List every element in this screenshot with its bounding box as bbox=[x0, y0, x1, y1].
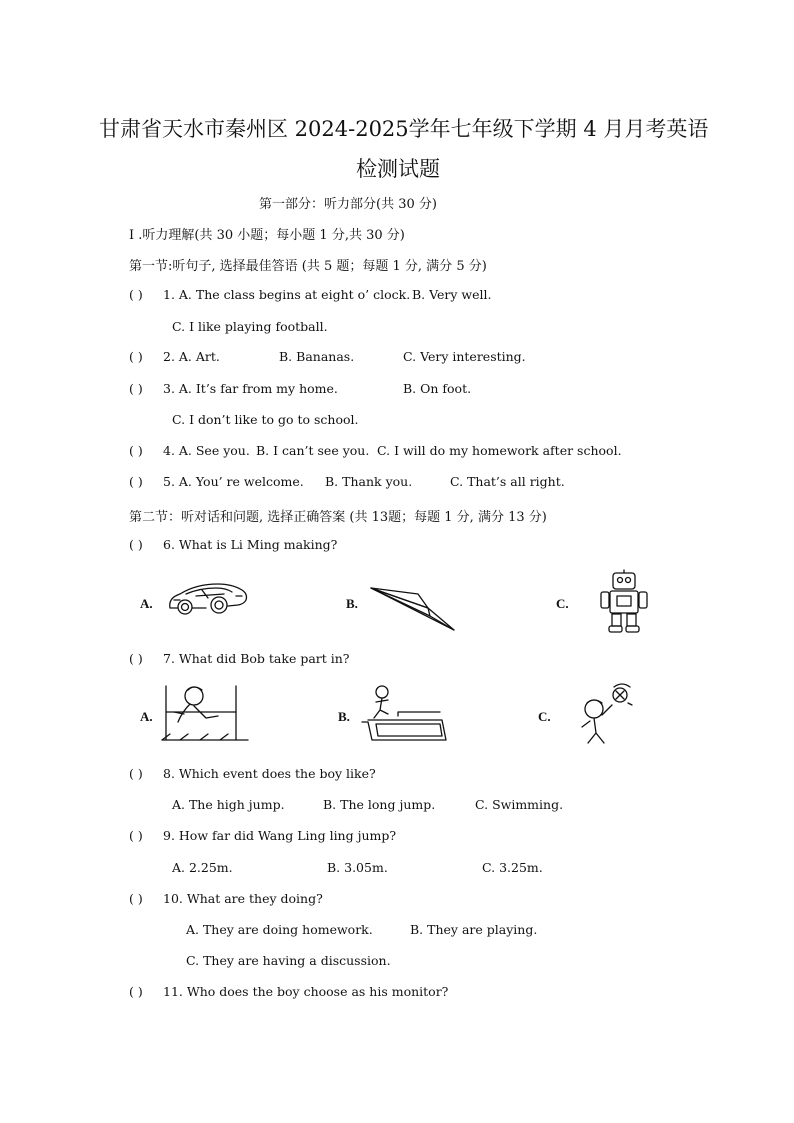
answer-blank[interactable]: ( ) bbox=[129, 349, 143, 364]
document-title-line2: 检测试题 bbox=[356, 157, 440, 181]
q5-stem: 5. A. You’ re welcome. bbox=[163, 474, 304, 489]
answer-blank[interactable]: ( ) bbox=[129, 651, 143, 666]
q4-option-b: B. I can’t see you. bbox=[256, 443, 370, 458]
q9-option-a: A. 2.25m. bbox=[172, 860, 233, 875]
q4-option-c: C. I will do my homework after school. bbox=[377, 443, 622, 458]
answer-blank[interactable]: ( ) bbox=[129, 891, 143, 906]
q8-option-c: C. Swimming. bbox=[475, 797, 564, 812]
answer-blank[interactable]: ( ) bbox=[129, 828, 143, 843]
q8-option-b: B. The long jump. bbox=[323, 797, 436, 812]
q10-option-a: A. They are doing homework. bbox=[186, 922, 373, 937]
q5-option-b: B. Thank you. bbox=[325, 474, 413, 489]
part1-heading: 第一部分：听力部分(共 30 分) bbox=[259, 197, 437, 212]
q1-option-c: C. I like playing football. bbox=[172, 319, 328, 334]
q2-stem: 2. A. Art. bbox=[163, 349, 220, 364]
q6-stem: 6. What is Li Ming making? bbox=[163, 537, 338, 552]
q7-option-a-label: A. bbox=[140, 709, 153, 724]
section2-heading: 第二节：听对话和问题, 选择正确答案 (共 13题；每题 1 分, 满分 13 分) bbox=[129, 510, 547, 525]
high-jump-icon bbox=[160, 682, 250, 744]
answer-blank[interactable]: ( ) bbox=[129, 474, 143, 489]
q10-option-b: B. They are playing. bbox=[410, 922, 538, 937]
q2-option-c: C. Very interesting. bbox=[403, 349, 526, 364]
q9-stem: 9. How far did Wang Ling ling jump? bbox=[163, 828, 397, 843]
q9-option-c: C. 3.25m. bbox=[482, 860, 543, 875]
robot-icon bbox=[598, 569, 650, 635]
long-jump-icon bbox=[358, 684, 450, 742]
q1-option-b: B. Very well. bbox=[412, 287, 492, 302]
answer-blank[interactable]: ( ) bbox=[129, 443, 143, 458]
q3-stem: 3. A. It’s far from my home. bbox=[163, 381, 338, 396]
listening-intro: I .听力理解(共 30 小题；每小题 1 分,共 30 分) bbox=[129, 228, 405, 243]
answer-blank[interactable]: ( ) bbox=[129, 766, 143, 781]
q3-option-b: B. On foot. bbox=[403, 381, 472, 396]
q6-option-c-label: C. bbox=[556, 596, 569, 611]
q6-option-b-label: B. bbox=[346, 596, 358, 611]
q10-option-c: C. They are having a discussion. bbox=[186, 953, 391, 968]
q6-option-a-label: A. bbox=[140, 596, 153, 611]
q9-option-b: B. 3.05m. bbox=[327, 860, 388, 875]
q11-stem: 11. Who does the boy choose as his monitor? bbox=[163, 984, 449, 999]
document-title-line1: 甘肃省天水市秦州区 2024-2025学年七年级下学期 4 月月考英语 bbox=[99, 117, 709, 141]
q2-option-b: B. Bananas. bbox=[279, 349, 355, 364]
section1-heading: 第一节:听句子, 选择最佳答语 (共 5 题；每题 1 分, 满分 5 分) bbox=[129, 259, 487, 274]
q1-stem: 1. A. The class begins at eight o’ clock. bbox=[163, 287, 411, 302]
paper-plane-icon bbox=[370, 582, 456, 632]
answer-blank[interactable]: ( ) bbox=[129, 287, 143, 302]
q3-option-c: C. I don’t like to go to school. bbox=[172, 412, 359, 427]
q7-option-b-label: B. bbox=[338, 709, 350, 724]
answer-blank[interactable]: ( ) bbox=[129, 537, 143, 552]
car-icon bbox=[166, 578, 248, 618]
q8-option-a: A. The high jump. bbox=[172, 797, 285, 812]
answer-blank[interactable]: ( ) bbox=[129, 381, 143, 396]
q5-option-c: C. That’s all right. bbox=[450, 474, 565, 489]
answer-blank[interactable]: ( ) bbox=[129, 984, 143, 999]
q7-stem: 7. What did Bob take part in? bbox=[163, 651, 350, 666]
ball-throw-icon bbox=[578, 683, 634, 747]
q4-stem: 4. A. See you. bbox=[163, 443, 250, 458]
q8-stem: 8. Which event does the boy like? bbox=[163, 766, 376, 781]
q10-stem: 10. What are they doing? bbox=[163, 891, 323, 906]
q7-option-c-label: C. bbox=[538, 709, 551, 724]
